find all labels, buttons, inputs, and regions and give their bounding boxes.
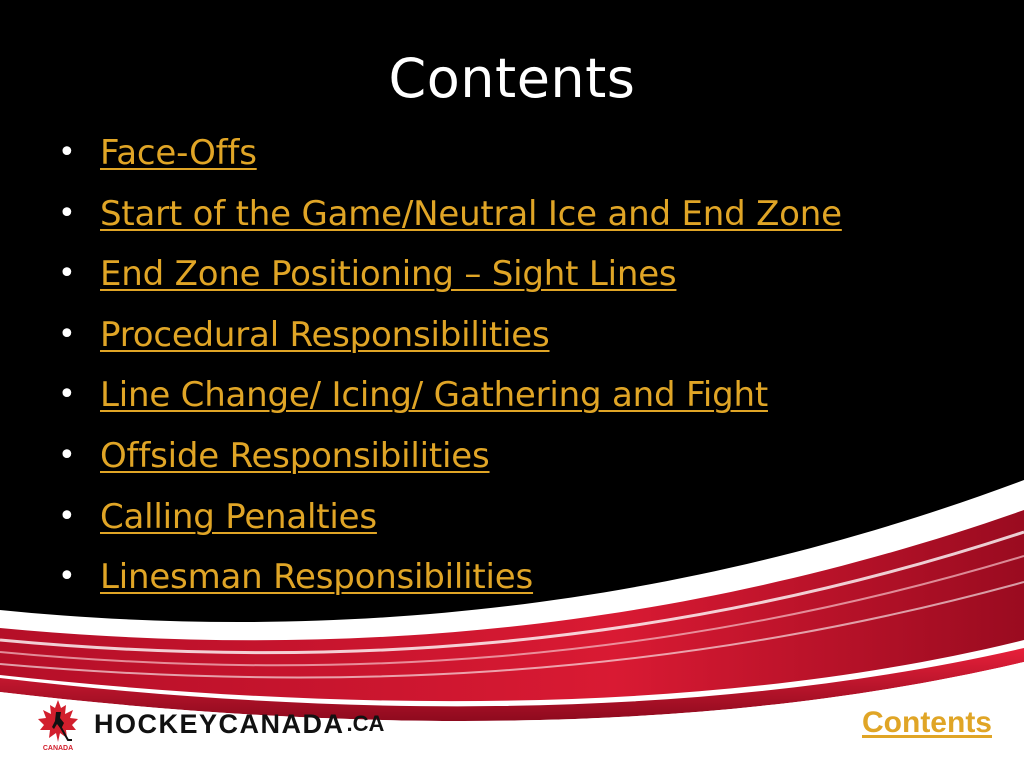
list-item: [58, 185, 842, 246]
link-procedural-responsibilities[interactable]: Procedural Responsibilities: [100, 314, 550, 355]
bullet-icon: •: [58, 256, 76, 292]
link-line-change[interactable]: Line Change/ Icing/ Gathering and Fight: [100, 375, 768, 416]
link-calling-penalties[interactable]: Calling Penalties: [100, 496, 377, 537]
link-face-offs[interactable]: Face-Offs: [100, 133, 257, 173]
slide-title: Contents: [388, 47, 636, 110]
list-item: [58, 306, 842, 367]
contents-footer-link[interactable]: Contents: [862, 706, 992, 739]
bullet-icon: •: [58, 135, 76, 170]
bullet-icon: •: [58, 377, 76, 413]
bullet-icon: •: [58, 498, 76, 534]
link-start-of-game[interactable]: Start of the Game/Neutral Ice and End Zone: [100, 193, 842, 234]
logo-mark-caption: CANADA: [42, 745, 74, 752]
bullet-icon: •: [58, 437, 76, 473]
hockey-canada-logo: [30, 696, 384, 752]
bullet-icon: •: [58, 559, 76, 595]
link-offside-responsibilities[interactable]: Offside Responsibilities: [100, 435, 490, 476]
list-item: [58, 245, 842, 306]
bullet-icon: •: [58, 316, 76, 352]
logo-suffix: .CA: [346, 711, 385, 736]
list-item: [58, 124, 842, 185]
list-item: [58, 366, 842, 427]
maple-leaf-hockey-player-icon: [30, 696, 86, 752]
bullet-icon: •: [58, 195, 76, 231]
link-end-zone-positioning[interactable]: End Zone Positioning – Sight Lines: [100, 254, 677, 295]
logo-wordmark: HOCKEYCANADA: [94, 708, 345, 739]
link-linesman-responsibilities[interactable]: Linesman Responsibilities: [100, 557, 534, 598]
